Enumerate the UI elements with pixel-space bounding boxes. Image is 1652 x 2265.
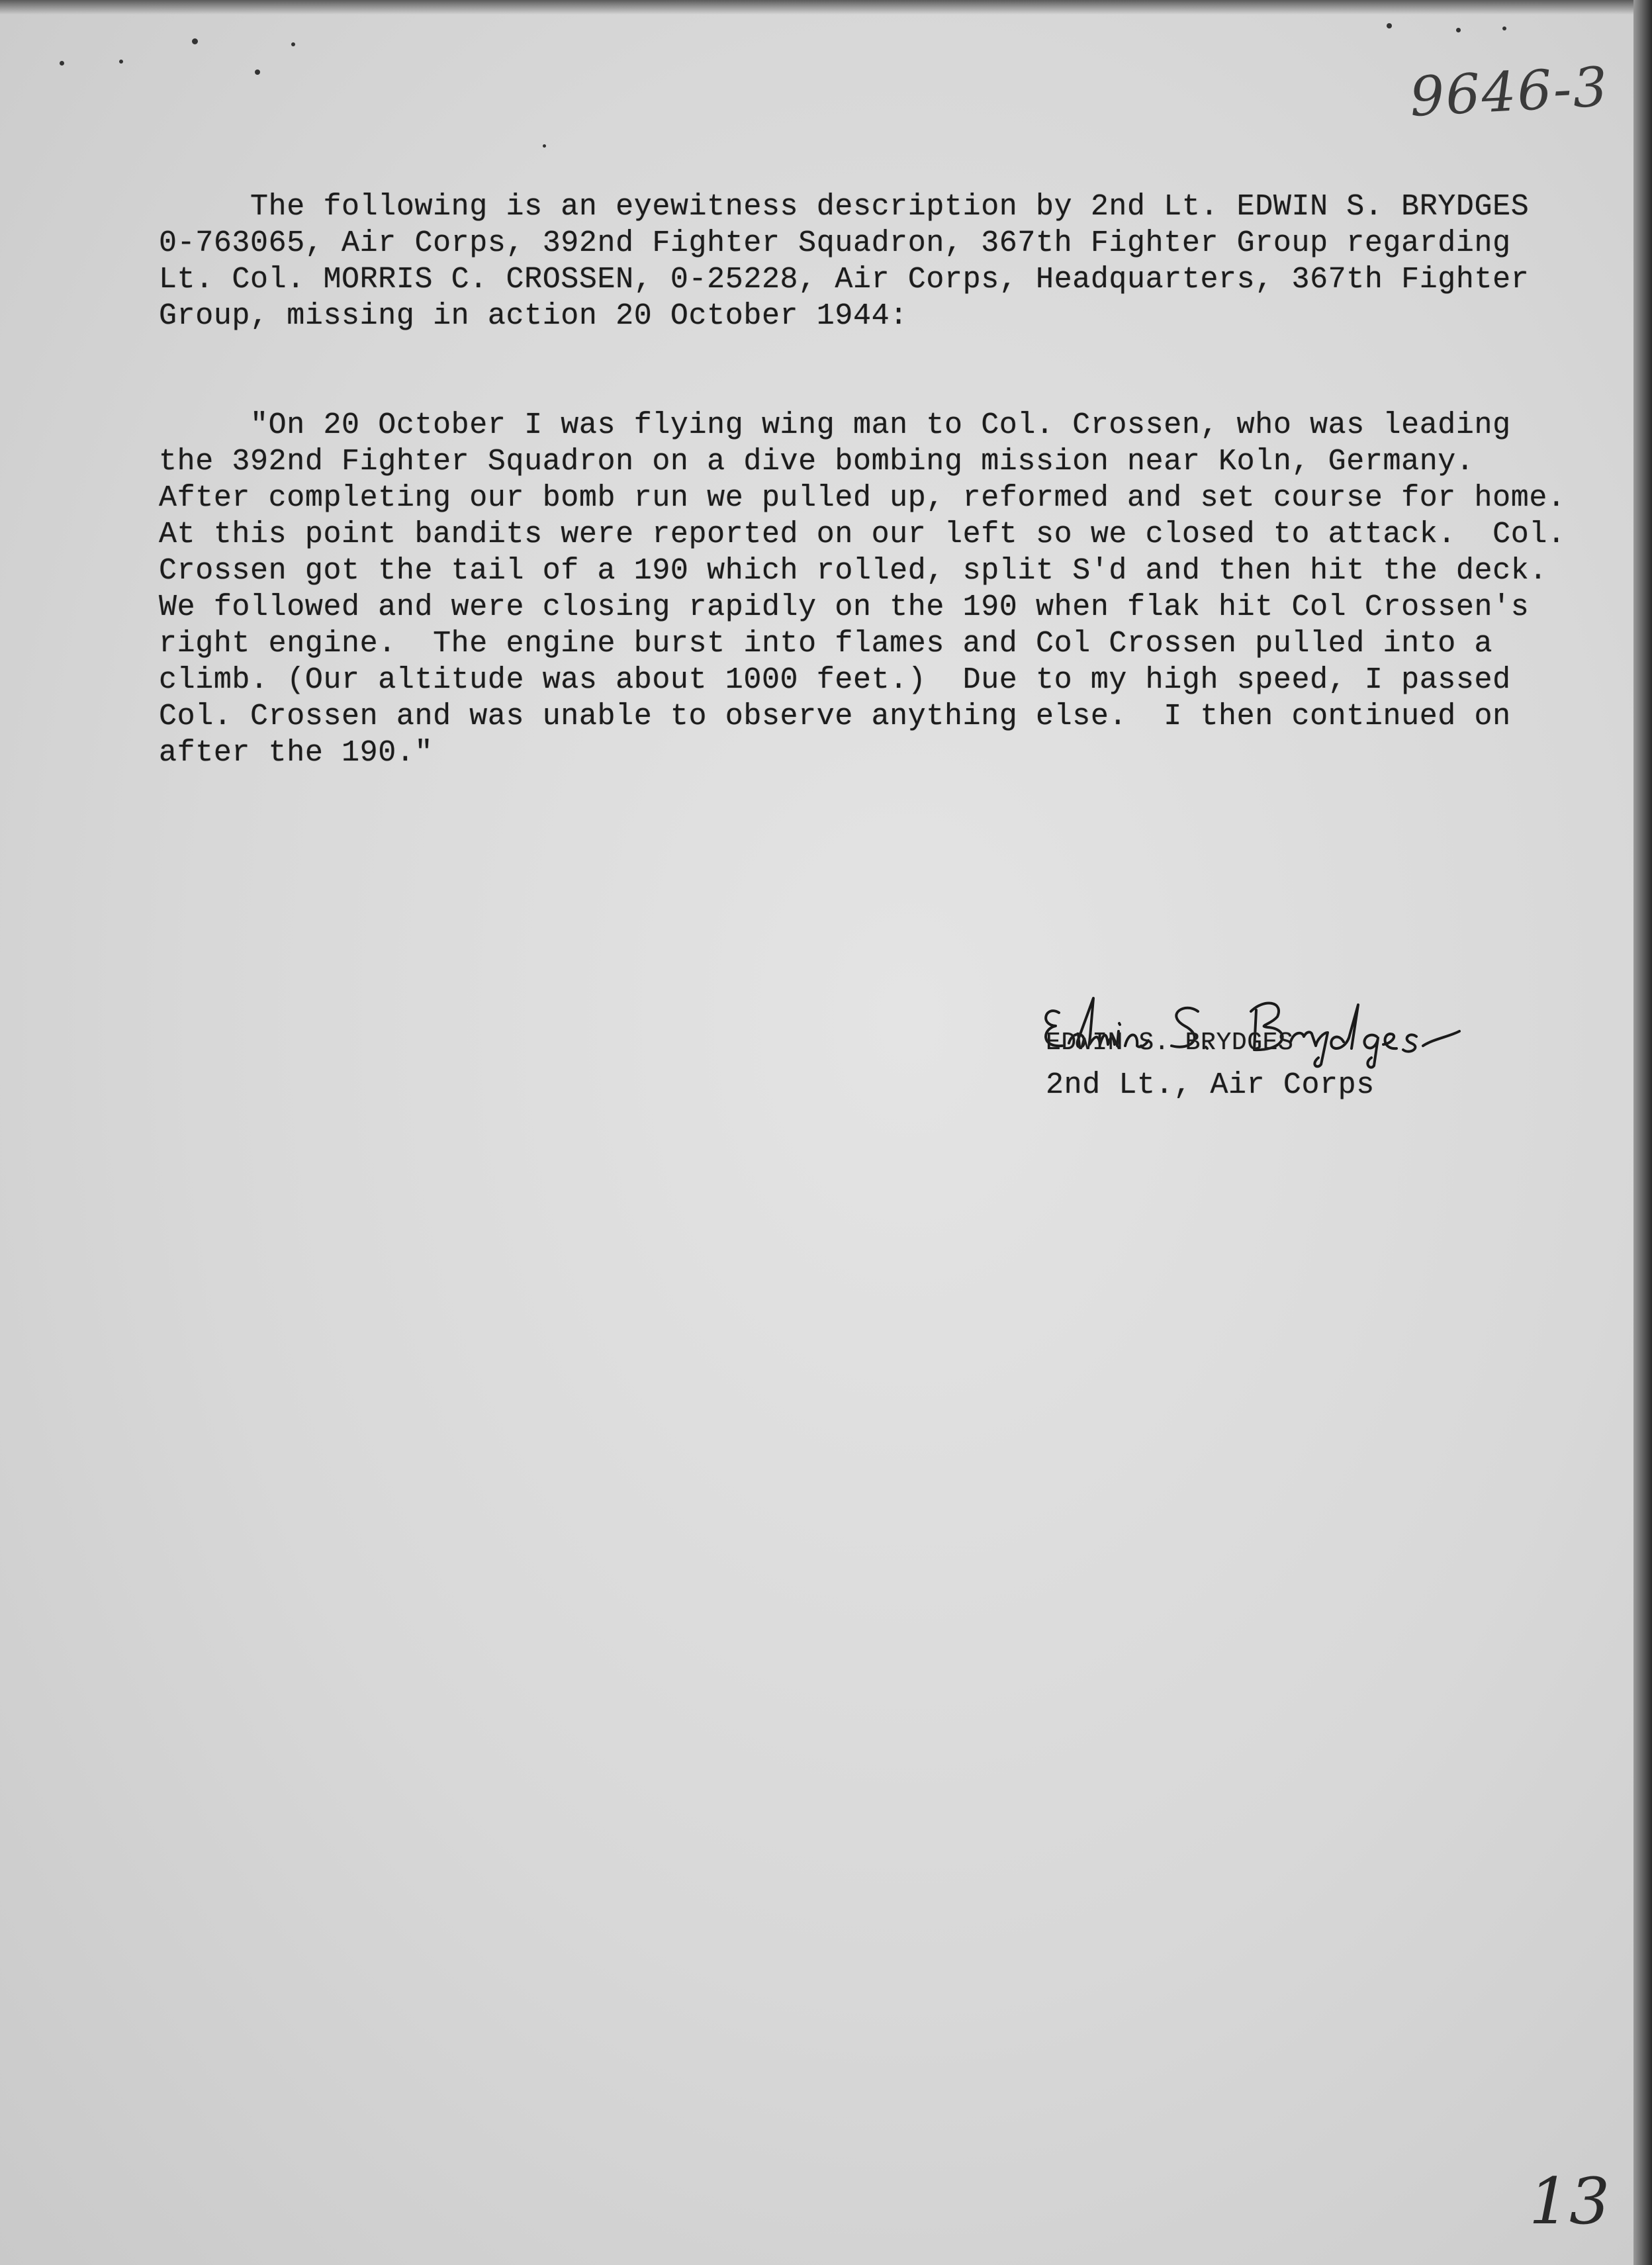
statement-line: right engine. The engine burst into flames and Col Crossen pulled into a — [159, 627, 1493, 661]
statement-line: At this point bandits were reported on our left so we closed to attack. Col. — [159, 518, 1566, 551]
statement-line: Col. Crossen and was unable to observe anything else. I then continued on — [159, 700, 1511, 733]
scan-speck — [543, 144, 546, 148]
statement-line: We followed and were closing rapidly on the 190 when flak hit Col Crossen's — [159, 590, 1530, 624]
scan-speck — [1502, 26, 1506, 30]
intro-line: 0-763065, Air Corps, 392nd Fighter Squadron, 367th Fighter Group regarding — [159, 226, 1511, 260]
scan-speck — [119, 60, 123, 64]
typed-signature-name: EDWIN S. BRYDGES — [1046, 1029, 1294, 1057]
intro-line: Group, missing in action 20 October 1944: — [159, 299, 908, 333]
scan-speck — [60, 61, 64, 66]
statement-line: After completing our bomb run we pulled up, reformed and set course for home. — [159, 481, 1566, 515]
scan-speck — [1387, 23, 1392, 28]
statement-line: after the 190." — [159, 736, 434, 770]
statement-line: "On 20 October I was flying wing man to Col. Crossen, who was leading — [159, 408, 1511, 442]
scan-edge-right — [1633, 0, 1652, 2265]
reference-number: 9646-3 — [1408, 56, 1610, 129]
statement-line: the 392nd Fighter Squadron on a dive bombing mission near Koln, Germany. — [159, 445, 1475, 479]
page-number: 13 — [1529, 2164, 1610, 2239]
scan-edge-top — [0, 0, 1652, 15]
scan-speck — [192, 38, 198, 44]
intro-line: Lt. Col. MORRIS C. CROSSEN, 0-25228, Air Corps, Headquarters, 367th Fighter — [159, 263, 1530, 297]
statement-line: Crossen got the tail of a 190 which rolled, split S'd and then hit the deck. — [159, 554, 1547, 588]
statement-paragraph — [159, 407, 1566, 771]
scan-speck — [291, 42, 295, 46]
scan-speck — [255, 69, 260, 75]
scan-speck — [1456, 28, 1461, 32]
signature-rank: 2nd Lt., Air Corps — [1046, 1068, 1375, 1102]
intro-line: The following is an eyewitness description by 2nd Lt. EDWIN S. BRYDGES — [159, 190, 1530, 224]
intro-paragraph — [159, 189, 1530, 334]
statement-line: climb. (Our altitude was about 1000 feet.) Due to my high speed, I passed — [159, 663, 1511, 697]
